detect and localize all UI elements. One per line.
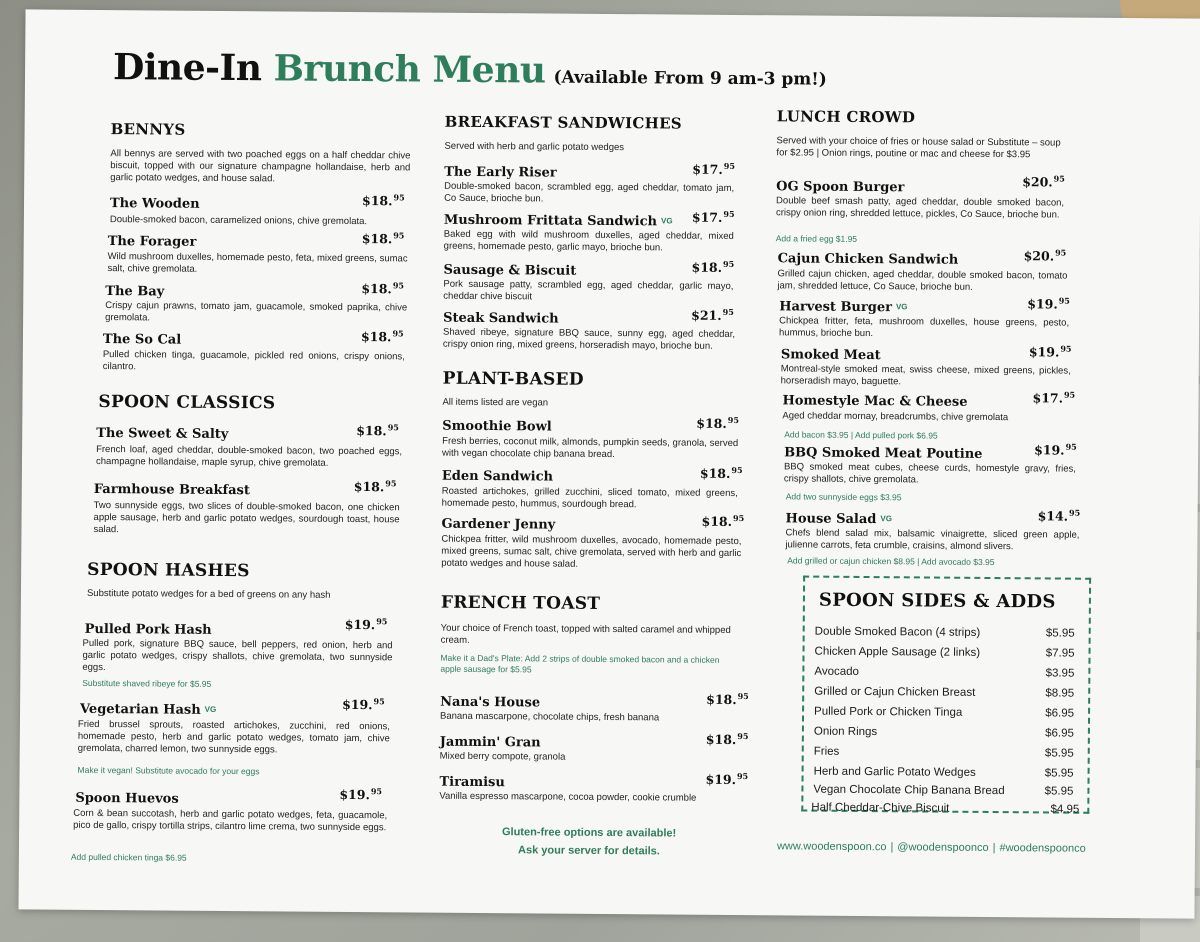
side-item-price: $3.95 [1045, 667, 1075, 680]
side-item-price: $6.95 [1045, 707, 1075, 720]
section-heading-bennys: BENNYS [110, 120, 186, 139]
footer-separator: | [992, 842, 996, 855]
menu-item-price: $18.95 [356, 422, 399, 439]
menu-item-description: Mixed berry compote, granola [439, 750, 566, 763]
menu-item-name: Gardener Jenny [441, 516, 556, 533]
side-item-price: $8.95 [1045, 687, 1075, 700]
title-dine-in: Dine-In [112, 46, 274, 90]
menu-item-description: Chickpea fritter, wild mushroom duxelles, avocado, homemade pesto, mixed greens, sumac salt, chive gremolata, served with herb and garlic potato wedges and house salad. [441, 533, 742, 570]
menu-item-name: Farmhouse Breakfast [93, 481, 250, 499]
title-brunch-menu: Brunch Menu [273, 47, 546, 92]
section-heading-spoon-hashes: SPOON HASHES [87, 559, 250, 582]
menu-item-name: Vegetarian Hash VG [79, 701, 217, 718]
menu-item-price: $18.95 [696, 414, 739, 431]
side-item-price: $5.95 [1045, 627, 1075, 640]
menu-item-description: Double-smoked bacon, caramelized onions, chive gremolata. [109, 214, 368, 228]
menu-item-price: $18.95 [699, 464, 743, 481]
hashtag: #woodenspoonco [999, 842, 1086, 855]
section-heading-sides-adds: SPOON SIDES & ADDS [818, 589, 1056, 613]
vegetarian-badge: VG [661, 216, 673, 226]
side-item-row [811, 798, 1079, 820]
menu-item-price: $18.95 [691, 258, 735, 275]
menu-item-name: Eden Sandwich [441, 468, 554, 485]
side-item-price: $7.95 [1045, 647, 1075, 660]
menu-item-price: $14.95 [1037, 507, 1081, 524]
menu-item-name: Jammin' Gran [439, 734, 541, 751]
menu-item-description: Wild mushroom duxelles, homemade pesto, feta, mixed greens, sumac salt, chive gremolata. [107, 251, 408, 275]
menu-item-price: $18.95 [361, 230, 405, 247]
menu-item-description: Grilled cajun chicken, aged cheddar, double smoked bacon, tomato jam, shredded lettuce, Co Sauce, brioche bun. [777, 268, 1068, 293]
vegetarian-badge: VG [895, 302, 908, 312]
menu-item-description: Banana mascarpone, chocolate chips, fresh banana [439, 710, 660, 724]
menu-item-name: Harvest Burger VG [779, 299, 908, 316]
menu-item-description: Pulled chicken tinga, guacamole, pickled red onions, crispy onions, cilantro. [102, 349, 405, 373]
menu-item-name: Smoothie Bowl [442, 418, 552, 435]
menu-item-name: Tiramisu [439, 774, 505, 791]
menu-item-addon: Add grilled or cajun chicken $8.95 | Add avocado $3.95 [787, 555, 995, 568]
section-heading-spoon-classics: SPOON CLASSICS [98, 391, 276, 414]
menu-item-price: $18.95 [353, 478, 397, 495]
menu-item-name: Sausage & Biscuit [443, 262, 577, 279]
vegetarian-badge: VG [880, 514, 892, 524]
availability-hours: (Available From 9 am-3 pm!) [553, 67, 827, 90]
menu-item-name: The Forager [107, 234, 197, 250]
menu-item-description: Fried brussel sprouts, roasted artichokes, zucchini, red onions, homemade pesto, herb and garlic potato wedges, tomato jam, chive gremolata, charred lemon, two sunnyside eggs. [77, 718, 390, 756]
menu-item-price: $17.95 [1032, 389, 1076, 406]
menu-item-addon: Make it vegan! Substitute avocado for your eggs [77, 764, 260, 777]
side-item-price: $5.95 [1044, 747, 1074, 760]
menu-item-description: BBQ smoked meat cubes, cheese curds, homestyle gravy, fries, crispy shallots, chive gremolata. [783, 461, 1077, 486]
menu-item-description: Two sunnyside eggs, two slices of double-smoked bacon, one chicken apple sausage, herb and garlic potato wedges, sourdough toast, house salad. [93, 499, 400, 536]
side-item-row [814, 662, 1074, 684]
menu-item-description: Vanilla espresso mascarpone, cocoa powder, cookie crumble [439, 790, 697, 804]
menu-item-name: The Bay [105, 284, 165, 300]
menu-item-description: Double beef smash patty, aged cheddar, double smoked bacon, crispy onion ring, shredded lettuce, pickles, Co Sauce, brioche bun. [775, 195, 1065, 221]
menu-item-addon: Add bacon $3.95 | Add pulled pork $6.95 [784, 429, 938, 441]
side-item-name: Half Cheddar-Chive Biscuit [811, 801, 950, 815]
instagram-handle: @woodenspoonco [897, 841, 989, 854]
menu-item-description: Pork sausage patty, scrambled egg, aged cheddar, garlic mayo, cheddar chive biscuit [443, 278, 734, 303]
french-toast-note: Your choice of French toast, topped with salted caramel and whipped cream. [440, 622, 731, 646]
side-item-name: Fries [813, 745, 840, 758]
side-item-row [815, 622, 1075, 644]
menu-item-name: Homestyle Mac & Cheese [782, 393, 968, 410]
menu-item-name: Steak Sandwich [443, 310, 559, 327]
section-heading-lunch-crowd: LUNCH CROWD [776, 107, 916, 127]
menu-item-price: $19.95 [1034, 441, 1077, 458]
side-item-name: Grilled or Cajun Chicken Breast [814, 685, 976, 699]
menu-item-description: Roasted artichokes, grilled zucchini, sliced tomato, mixed greens, homemade pesto, hummus, sourdough bread. [441, 485, 738, 511]
sides-and-adds-box [801, 576, 1091, 814]
menu-item-description: Shaved ribeye, signature BBQ sauce, sunny egg, aged cheddar, crispy onion ring, mixed greens, horseradish mayo, brioche bun. [442, 326, 736, 352]
sandwiches-note: Served with herb and garlic potato wedges [444, 140, 625, 154]
menu-item-name: OG Spoon Burger [776, 179, 905, 196]
dads-plate-addon: Make it a Dad's Plate: Add 2 strips of double smoked bacon and a chicken apple sausage for $5.95 [440, 652, 720, 675]
menu-item-price: $17.95 [691, 208, 735, 225]
side-item-price: $4.95 [1050, 803, 1080, 816]
menu-item-price: $18.95 [706, 691, 749, 708]
menu-item-description: French loaf, aged cheddar, double-smoked bacon, two poached eggs, champagne hollandaise, maple syrup, chive gremolata. [95, 443, 403, 469]
menu-item-price: $18.95 [362, 192, 405, 209]
menu-item-name: The Sweet & Salty [96, 425, 229, 443]
menu-item-price: $19.95 [1028, 343, 1072, 360]
menu-item-description: Chefs blend salad mix, balsamic vinaigrette, sliced green apple, julienne carrots, feta crumble, craisins, almond slivers. [785, 527, 1080, 553]
menu-item-description: Pulled pork, signature BBQ sauce, bell peppers, red onion, herb and garlic potato wedges, crispy shallots, chive gremolata, two sunnyside eggs. [82, 637, 393, 674]
menu-item-name: House Salad VG [785, 511, 892, 528]
menu-item-price: $19.95 [705, 771, 749, 787]
section-heading-breakfast-sandwiches: BREAKFAST SANDWICHES [444, 112, 683, 133]
footer-social-links [777, 840, 1086, 854]
menu-item-price: $17.95 [692, 160, 735, 177]
side-item-name: Avocado [814, 665, 859, 678]
side-item-row [814, 722, 1074, 744]
bennys-note: All bennys are served with two poached eggs on a half cheddar chive biscuit, topped with our signature champagne hollandaise, herb and garlic potato wedges, and house salad. [110, 148, 411, 185]
side-item-row [814, 742, 1074, 764]
menu-item-price: $18.95 [705, 731, 749, 748]
side-item-name: Pulled Pork or Chicken Tinga [814, 705, 963, 719]
menu-sheet [18, 9, 1200, 918]
menu-item-price: $18.95 [360, 328, 404, 345]
menu-item-description: Baked egg with wild mushroom duxelles, aged cheddar, mixed greens, homemade pesto, garlic mayo, brioche bun. [443, 228, 734, 254]
menu-item-name: Cajun Chicken Sandwich [777, 251, 959, 268]
menu-item-name: The Wooden [109, 196, 200, 212]
side-item-name: Herb and Garlic Potato Wedges [813, 765, 976, 779]
section-heading-plant-based: PLANT-BASED [442, 368, 584, 390]
menu-item-price: $19.95 [342, 696, 385, 713]
menu-item-description: Double-smoked bacon, scrambled egg, aged cheddar, tomato jam, Co Sauce, brioche bun. [444, 180, 735, 205]
menu-item-addon: Add a fried egg $1.95 [775, 233, 858, 244]
menu-item-price: $19.95 [344, 616, 388, 633]
side-item-name: Onion Rings [813, 725, 878, 739]
menu-item-name: The Early Riser [444, 164, 557, 181]
menu-item-name: Spoon Huevos [75, 790, 179, 807]
menu-item-name: Nana's House [440, 694, 541, 711]
menu-item-description: Crispy cajun prawns, tomato jam, guacamole, smoked paprika, chive gremolata. [105, 300, 408, 324]
menu-item-price: $19.95 [1027, 295, 1070, 312]
menu-item-price: $20.95 [1022, 173, 1065, 190]
menu-item-description: Aged cheddar mornay, breadcrumbs, chive gremolata [782, 410, 1009, 424]
website-link: www.woodenspoon.co [776, 840, 887, 854]
menu-item-addon: Substitute shaved ribeye for $5.95 [82, 677, 212, 689]
menu-item-price: $18.95 [701, 512, 745, 529]
hashes-note: Substitute potato wedges for a bed of greens on any hash [86, 587, 331, 601]
menu-item-price: $19.95 [339, 786, 383, 803]
side-item-price: $5.95 [1044, 767, 1074, 780]
menu-item-description: Corn & bean succotash, herb and garlic potato wedges, feta, guacamole, pico de gallo, crispy tortilla strips, cilantro lime crema, two sunnyside eggs. [73, 807, 388, 834]
plant-note: All items listed are vegan [442, 396, 549, 409]
side-item-name: Chicken Apple Sausage (2 links) [814, 645, 981, 659]
section-heading-french-toast: FRENCH TOAST [440, 592, 601, 614]
page-title [113, 46, 827, 94]
menu-item-description: Montreal-style smoked meat, swiss cheese, mixed greens, pickles, horseradish mayo, baguette. [780, 363, 1071, 388]
lunch-note: Served with your choice of fries or house salad or Substitute – soup for $2.95 | Onion rings, poutine or mac and cheese for $3.95 [776, 135, 1061, 161]
footer-separator: | [890, 841, 894, 854]
side-item-price: $6.95 [1045, 727, 1074, 740]
menu-item-name: Mushroom Frittata Sandwich VG [443, 212, 673, 230]
side-item-row [814, 702, 1074, 724]
gluten-free-line-2: Ask your server for details. [517, 844, 660, 858]
side-item-row [814, 642, 1074, 664]
menu-item-name: Smoked Meat [780, 347, 881, 364]
menu-item-price: $20.95 [1023, 247, 1067, 264]
menu-item-description: Chickpea fritter, feta, mushroom duxelles, house greens, pesto, hummus, brioche bun. [778, 315, 1070, 340]
side-item-price: $5.95 [1044, 785, 1074, 798]
menu-item-description: Fresh berries, coconut milk, almonds, pumpkin seeds, granola, served with vegan chocolate chip banana bread. [442, 435, 739, 461]
menu-item-name: The So Cal [102, 332, 182, 348]
gluten-free-notice [439, 823, 739, 861]
menu-item-name: BBQ Smoked Meat Poutine [784, 445, 983, 462]
menu-item-addon: Add pulled chicken tinga $6.95 [70, 851, 187, 863]
vegetarian-badge: VG [204, 704, 217, 714]
menu-item-name: Pulled Pork Hash [84, 621, 212, 638]
menu-item-addon: Add two sunnyside eggs $3.95 [785, 491, 902, 503]
side-item-name: Vegan Chocolate Chip Banana Bread [813, 783, 1005, 798]
gluten-free-line-1: Gluten-free options are available! [501, 826, 677, 840]
menu-item-price: $21.95 [691, 306, 734, 323]
side-item-row [814, 682, 1074, 704]
side-item-name: Double Smoked Bacon (4 strips) [814, 625, 981, 639]
menu-item-price: $18.95 [361, 280, 405, 297]
